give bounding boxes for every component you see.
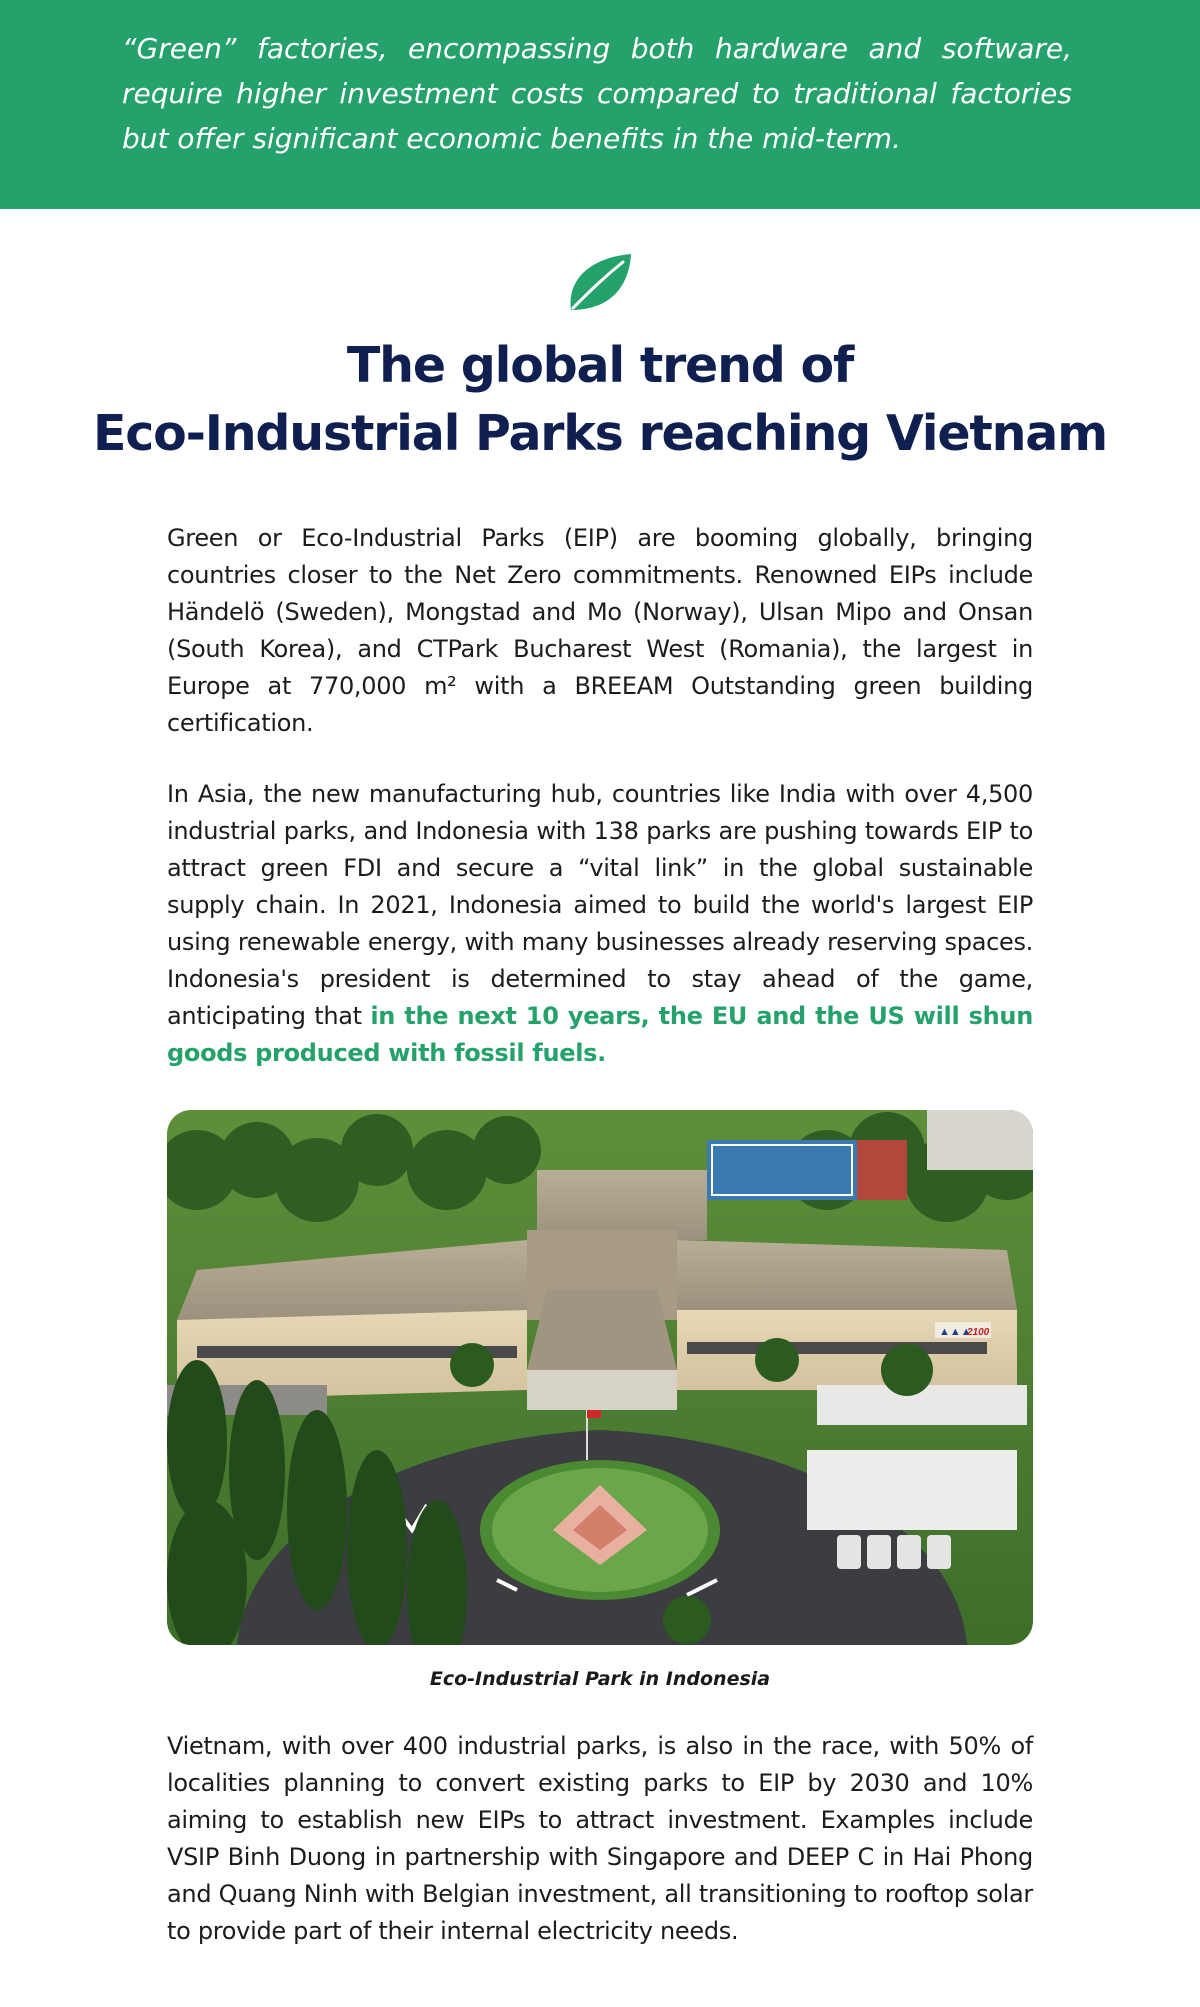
paragraph-eip-asia-highlight: in the next 10 years, the EU and the US will shun goods produced with fossil fuels. [167,1002,1034,1067]
section-title-line-2: Eco-Industrial Parks reaching Vietnam [92,405,1108,462]
leaf-icon [565,252,635,314]
paragraph-eip-vietnam: Vietnam, with over 400 industrial parks, is also in the race, with 50% of localities planning to convert existing parks to EIP by 2030 and 10% aiming to establish new EIPs to attract investment. Examples include VSIP Binh Duong in partnership with Singapore and DEEP C in Hai Phong and Quang Ninh with Belgian investment, all transitioning to rooftop solar to provide part of their internal electricity needs. [167,1732,1033,1945]
banner-quote: “Green” factories, encompassing both hardware and software, require higher investment costs compared to traditional factories but offer significant economic benefits in the mid-term. [122,32,1072,155]
section-title-line-1: The global trend of [346,337,854,394]
building-sign-text: 2100 [967,1327,990,1338]
paragraph-eip-asia-text: In Asia, the new manufacturing hub, countries like India with over 4,500 industrial parks, and Indonesia with 138 parks are pushing towards EIP to attract green FDI and secure a “vital link” in the global sustainable supply chain. In 2021, Indonesia aimed to build the world's largest EIP using renewable energy, with many businesses already reserving spaces. Indonesia's president is determined to stay ahead of the game, anticipating that [167,780,1033,1030]
svg-text:▲▲▲: ▲▲▲ [939,1326,972,1338]
section-title [0,332,1200,468]
eco-park-illustration [167,1110,1033,1645]
photo-caption: Eco-Industrial Park in Indonesia [429,1668,771,1690]
eco-park-photo [167,1110,1033,1645]
paragraph-eip-asia [167,776,1033,1072]
paragraph-eip-global: Green or Eco-Industrial Parks (EIP) are booming globally, bringing countries closer to the Net Zero commitments. Renowned EIPs include Händelö (Sweden), Mongstad and Mo (Norway), Ulsan Mipo and Onsan (South Korea), and CTPark Bucharest West (Romania), the largest in Europe at 770,000 m² with a BREEAM Outstanding green building certification. [167,524,1033,737]
quote-banner [0,0,1200,209]
